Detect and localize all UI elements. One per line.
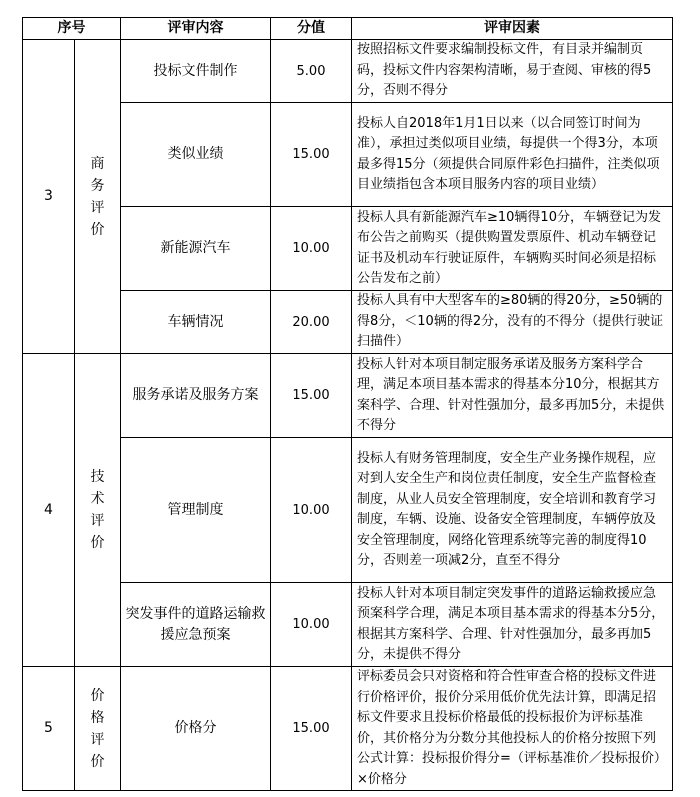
item-content: 管理制度: [121, 438, 271, 583]
item-factor: 投标人具有中大型客车的≥80辆的得20分，≥50辆的得8分，＜10辆的得2分，没有的不得分（提供行驶证扫描件）: [352, 291, 673, 354]
category-label: 价格评价: [90, 687, 105, 770]
header-seq: 序号: [23, 18, 121, 40]
group-seq: 5: [23, 667, 75, 791]
item-content: 投标文件制作: [121, 40, 271, 103]
header-row: [23, 18, 673, 40]
item-score: 15.00: [271, 103, 352, 207]
item-score: 10.00: [271, 583, 352, 667]
table-row: [23, 207, 673, 291]
item-content: 突发事件的道路运输救援应急预案: [121, 583, 271, 667]
item-content: 服务承诺及服务方案: [121, 354, 271, 438]
item-factor: 按照招标文件要求编制投标文件，有目录并编制页码，投标文件内容架构清晰，易于查阅、审核的得5分，否则不得分: [352, 40, 673, 103]
item-score: 15.00: [271, 354, 352, 438]
table-row: [23, 667, 673, 791]
group-category: [75, 354, 121, 667]
item-factor: 投标人具有新能源汽车≥10辆得10分，车辆登记为发布公告之前购买（提供购置发票原件、机动车辆登记证书及机动车行驶证原件，车辆购买时间必须是招标公告发布之前）: [352, 207, 673, 291]
header-score: 分值: [271, 18, 352, 40]
table-row: [23, 103, 673, 207]
table-row: [23, 291, 673, 354]
item-content: 价格分: [121, 667, 271, 791]
item-factor: 投标人有财务管理制度，安全生产业务操作规程，应对到人安全生产和岗位责任制度，安全生产监督检查制度，从业人员安全管理制度，安全培训和教育学习制度，车辆、设施、设备安全管理制度，车辆停放及安全管理制度，网络化管理系统等完善的制度得10分，否则差一项减2分，直至不得分: [352, 438, 673, 583]
table-row: [23, 354, 673, 438]
category-label: 商务评价: [90, 155, 105, 238]
item-factor: 投标人针对本项目制定突发事件的道路运输救援应急预案科学合理，满足本项目基本需求的得基本分5分，根据其方案科学、合理、针对性强加分，最多再加5分，未提供不得分: [352, 583, 673, 667]
item-content: 类似业绩: [121, 103, 271, 207]
item-score: 10.00: [271, 207, 352, 291]
item-score: 5.00: [271, 40, 352, 103]
item-score: 20.00: [271, 291, 352, 354]
group-seq: 3: [23, 40, 75, 354]
item-factor: 投标人自2018年1月1日以来（以合同签订时间为准），承担过类似项目业绩，每提供一个得3分，本项最多得15分（须提供合同原件彩色扫描件，注类似项目业绩指包含本项目服务内容的项目业绩）: [352, 103, 673, 207]
item-score: 15.00: [271, 667, 352, 791]
scoring-table: [22, 17, 673, 791]
item-score: 10.00: [271, 438, 352, 583]
header-content: 评审内容: [121, 18, 271, 40]
header-factors: 评审因素: [352, 18, 673, 40]
table-row: [23, 40, 673, 103]
table-row: [23, 583, 673, 667]
item-factor: 投标人针对本项目制定服务承诺及服务方案科学合理，满足本项目基本需求的得基本分10分，根据其方案科学、合理、针对性强加分，最多再加5分，未提供不得分: [352, 354, 673, 438]
item-content: 车辆情况: [121, 291, 271, 354]
group-category: [75, 667, 121, 791]
group-category: [75, 40, 121, 354]
item-content: 新能源汽车: [121, 207, 271, 291]
item-factor: 评标委员会只对资格和符合性审查合格的投标文件进行价格评价，报价分采用低价优先法计算，即满足招标文件要求且投标价格最低的投标报价为评标基准价，其价格分为分数分其他投标人的价格分按照下列公式计算：投标报价得分=（评标基准价／投标报价）×价格分: [352, 667, 673, 791]
group-seq: 4: [23, 354, 75, 667]
category-label: 技术评价: [90, 469, 105, 551]
table-row: [23, 438, 673, 583]
